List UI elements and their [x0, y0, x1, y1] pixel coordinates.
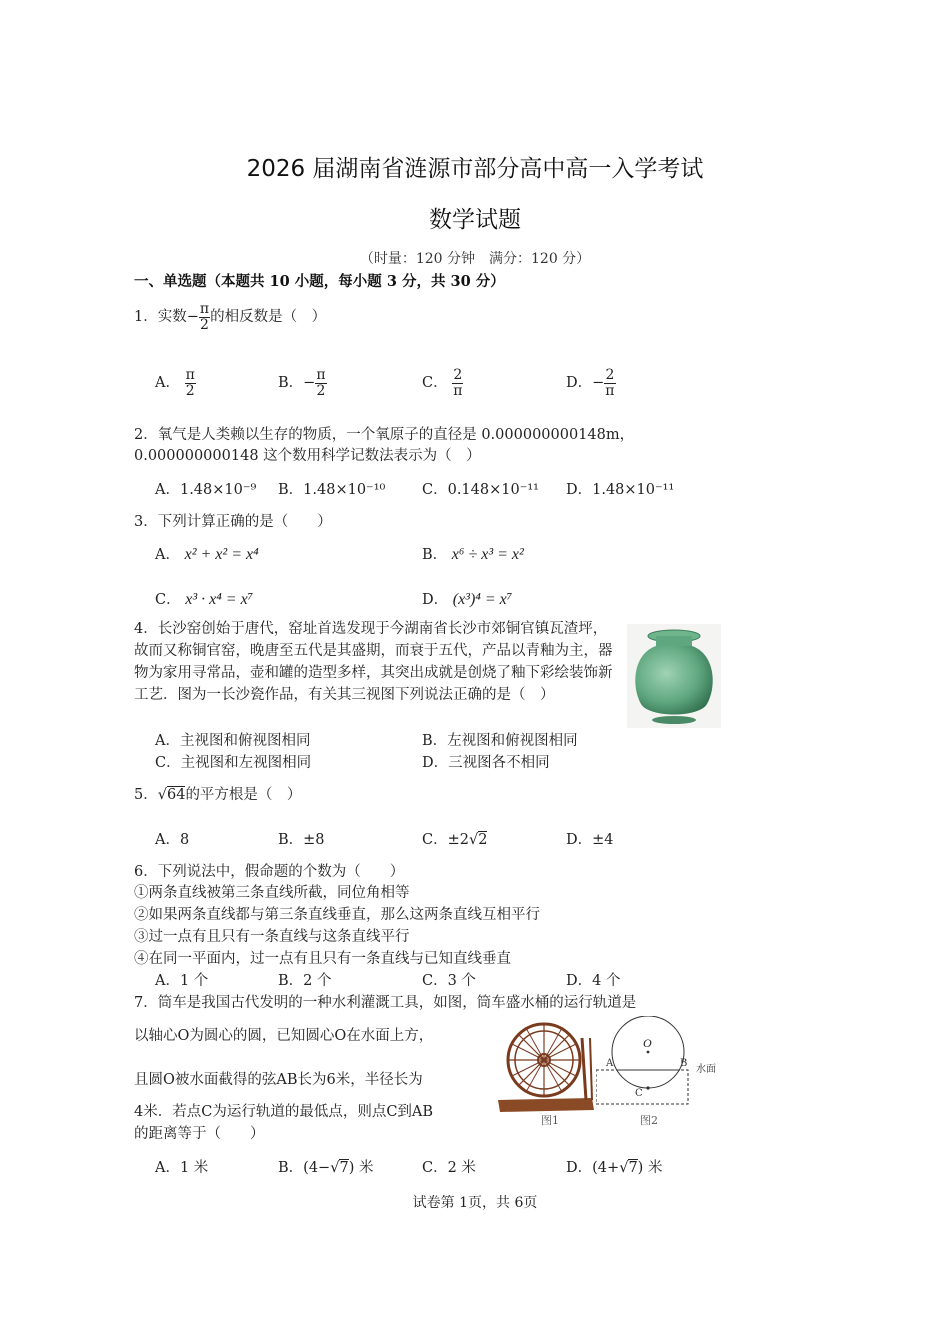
q7-b-radicand: 7 [339, 1160, 349, 1176]
q7-b-label: B． [278, 1160, 304, 1176]
q1-a-frac [185, 368, 196, 398]
q7-option-b [278, 1156, 373, 1177]
q1-frac-num: π [199, 301, 210, 317]
q1-d-frac [604, 368, 615, 398]
q2-option-a: A．1.48×10⁻⁹ [155, 482, 257, 498]
q5-prefix: 5． [134, 787, 158, 803]
q2-option-c: C．0.148×10⁻¹¹ [422, 482, 539, 498]
page-subtitle: 数学试题 [429, 207, 521, 233]
water-wheel-figure [496, 1018, 596, 1114]
q7-option-c: C．2 米 [422, 1160, 476, 1176]
q3-option-a [155, 543, 259, 564]
sqrt-symbol: √ [619, 1160, 629, 1176]
fig2-label-c: C [635, 1088, 643, 1099]
sqrt-symbol: √ [468, 832, 479, 848]
fig2-label-o: O [643, 1036, 652, 1050]
q1-b-den: 2 [316, 382, 326, 399]
q5-option-d: D．±4 [566, 832, 614, 848]
q1-b-neg: − [303, 375, 316, 392]
q6-stem: 6．下列说法中，假命题的个数为（ ） [134, 864, 405, 880]
q7-line-5: 的距离等于（ ） [134, 1126, 265, 1142]
q3-b-expr: x⁶ ÷ x³ = x² [451, 546, 524, 563]
q1-c-den: π [453, 382, 463, 399]
q1-fraction [199, 302, 210, 332]
q1-option-c [422, 368, 463, 398]
q3-option-c [155, 588, 253, 609]
q6-option-c: C．3 个 [422, 973, 476, 989]
q1-a-den: 2 [185, 382, 195, 399]
q7-b-pre: (4− [303, 1160, 331, 1176]
q2-option-b: B．1.48×10⁻¹⁰ [278, 482, 386, 498]
q1-c-frac [452, 368, 463, 398]
q3-d-label: D． [422, 592, 449, 608]
q7-d-post: ) 米 [637, 1160, 663, 1176]
q7-line-1: 7．筒车是我国古代发明的一种水利灌溉工具，如图，筒车盛水桶的运行轨道是 [134, 995, 637, 1011]
section-heading: 一、单选题（本题共 10 小题，每小题 3 分，共 30 分） [134, 273, 505, 290]
q1-c-num: 2 [453, 367, 463, 383]
sqrt-symbol: √ [157, 787, 167, 803]
q5-option-a: A．8 [155, 832, 190, 848]
q1-neg: − [186, 309, 199, 326]
q7-d-pre: (4+ [592, 1160, 620, 1176]
q7-line-4: 4米．若点C为运行轨道的最低点，则点C到AB [134, 1104, 434, 1120]
q3-c-label: C． [155, 592, 181, 608]
question-5 [134, 783, 301, 804]
q6-statement-4: ④在同一平面内，过一点有且只有一条直线与已知直线垂直 [134, 951, 511, 967]
q1-prefix: 1．实数 [134, 309, 187, 326]
fig2-caption: 图2 [640, 1114, 658, 1127]
q2-line-2: 0.000000000148 这个数用科学记数法表示为（ ） [134, 448, 481, 464]
q5-suffix: 的平方根是（ ） [185, 787, 302, 803]
q4-option-c: C．主视图和左视图相同 [155, 755, 312, 771]
fig2-label-a: A [606, 1058, 614, 1069]
fig1-caption: 图1 [541, 1114, 559, 1127]
q5-c-pre: ±2 [447, 832, 469, 848]
q3-option-b [422, 543, 524, 564]
q1-c-label: C． [422, 375, 448, 392]
q5-radicand: 64 [166, 787, 186, 803]
q7-option-d [566, 1156, 662, 1177]
page-footer: 试卷第 1页，共 6页 [412, 1195, 538, 1211]
q5-option-b: B．±8 [278, 832, 325, 848]
q7-line-2: 以轴心O为圆心的圆，已知圆心O在水面上方， [134, 1028, 434, 1044]
q6-statement-2: ②如果两条直线都与第三条直线垂直，那么这两条直线互相平行 [134, 907, 540, 923]
q4-option-b: B．左视图和俯视图相同 [422, 733, 578, 749]
q3-option-d [422, 588, 512, 609]
q5-c-radicand: 2 [478, 832, 488, 848]
q6-statement-1: ①两条直线被第三条直线所截，同位角相等 [134, 885, 410, 901]
q1-b-frac [315, 368, 326, 398]
fig2-water-label: 水面 [696, 1064, 716, 1075]
question-1 [134, 302, 326, 332]
q4-option-d: D．三视图各不相同 [422, 755, 550, 771]
q1-d-label: D． [566, 375, 593, 392]
q1-a-num: π [185, 367, 195, 383]
q7-b-post: ) 米 [348, 1160, 374, 1176]
q1-d-neg: − [592, 375, 605, 392]
q1-option-a [155, 368, 196, 398]
q1-b-num: π [316, 367, 326, 383]
page-title: 2026 届湖南省涟源市部分高中高一入学考试 [246, 156, 704, 182]
q4-option-a: A．主视图和俯视图相同 [155, 733, 311, 749]
q6-option-d: D．4 个 [566, 973, 621, 989]
q5-option-c [422, 828, 487, 849]
q1-d-num: 2 [605, 367, 615, 383]
q1-b-label: B． [278, 375, 304, 392]
q4-stem: 4．长沙窑创始于唐代，窑址首选发现于今湖南省长沙市郊铜官镇瓦渣坪，故而又称铜官窑，晚唐至五代是其盛期，而衰于五代，产品以青釉为主，器物为家用寻常品，壶和罐的造型多样，其突出成就是创烧了釉下彩绘装饰新工艺．图为一长沙瓷作品，有关其三视图下列说法正确的是（ ） [134, 621, 613, 703]
q6-statement-3: ③过一点有且只有一条直线与这条直线平行 [134, 929, 410, 945]
q7-d-label: D． [566, 1160, 593, 1176]
q3-a-label: A． [155, 547, 180, 563]
q2-line-1: 2．氧气是人类赖以生存的物质，一个氧原子的直径是 0.000000000148m， [134, 427, 635, 443]
q3-stem: 3．下列计算正确的是（ ） [134, 514, 332, 530]
q5-c-label: C． [422, 832, 448, 848]
q1-option-b [278, 368, 327, 398]
q7-line-3: 且圆O被水面截得的弦AB长为6米，半径长为 [134, 1072, 423, 1088]
q1-frac-den: 2 [200, 316, 209, 333]
q3-d-expr: (x³)⁴ = x⁷ [452, 591, 513, 608]
q6-option-b: B．2 个 [278, 973, 332, 989]
q1-option-d [566, 368, 616, 398]
q3-c-expr: x³ · x⁴ = x⁷ [185, 591, 254, 608]
q1-suffix: 的相反数是（ ） [210, 309, 327, 326]
q1-d-den: π [605, 382, 615, 399]
sqrt-symbol: √ [330, 1160, 340, 1176]
q6-option-a: A．1 个 [155, 973, 209, 989]
celadon-vase-image [627, 624, 721, 728]
q2-option-d: D．1.48×10⁻¹¹ [566, 482, 675, 498]
q3-b-label: B． [422, 547, 448, 563]
exam-meta: （时量：120 分钟 满分：120 分） [359, 251, 591, 267]
q7-d-radicand: 7 [628, 1160, 638, 1176]
fig2-label-b: B [680, 1058, 688, 1069]
q3-a-expr: x² + x² = x⁴ [184, 546, 259, 563]
q1-a-label: A． [155, 375, 180, 392]
q7-option-a: A．1 米 [155, 1160, 209, 1176]
